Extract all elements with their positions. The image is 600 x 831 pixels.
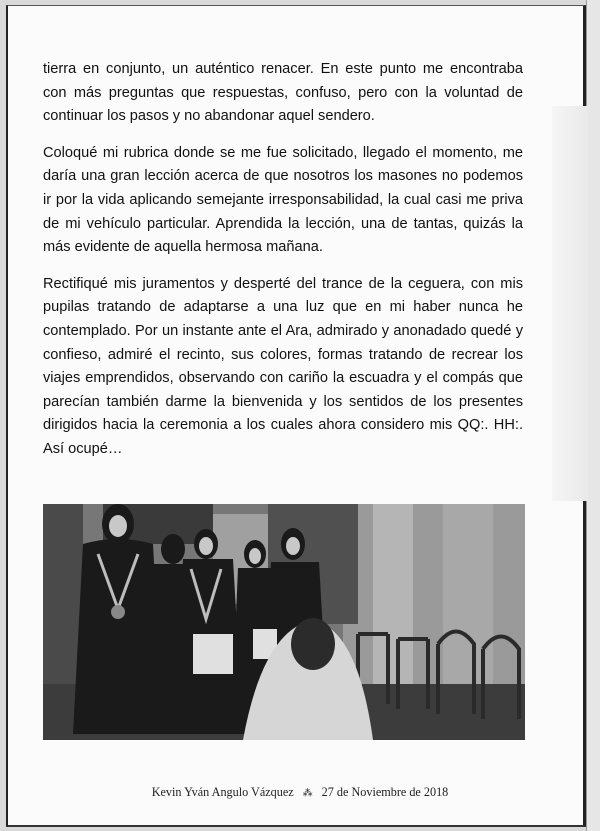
ceremony-photo xyxy=(43,504,525,740)
body-text xyxy=(43,58,523,475)
paragraph-2: Coloqué mi rubrica donde se me fue solicitado, llegado el momento, me daría una gran lección acerca de que nosotros los masones no podemos ir por la vida aplicando semejante irresponsabilidad, la cual casi me priva de mi vehículo particular. Aprendida la lección, una de tantas, quizás la más evidente de aquella hermosa mañana. xyxy=(43,144,523,256)
footer-date: 27 de Noviembre de 2018 xyxy=(321,785,449,799)
footer-separator-icon: ⁂ xyxy=(302,788,313,799)
footer-author: Kevin Yván Angulo Vázquez xyxy=(151,785,294,799)
paragraph-1: tierra en conjunto, un auténtico renacer. En este punto me encontraba con más preguntas que respuestas, confuso, pero con la voluntad de continuar los pasos y no abandonar aquel sendero. xyxy=(43,61,523,125)
page-edge-strip xyxy=(586,0,600,831)
page-footer xyxy=(0,785,600,800)
scan-shade xyxy=(552,106,588,501)
ceremony-photo-illustration xyxy=(43,504,525,740)
paragraph-3: Rectifiqué mis juramentos y desperté del trance de la ceguera, con mis pupilas tratando de adaptarse a una luz que en mi haber nunca he contemplado. Por un instante ante el Ara, admirado y anonadado quedé y confieso, admiré el recinto, sus colores, formas tratando de recrear los viajes emprendidos, observando con cariño la escuadra y el compás que parecían también darme la bienvenida y los sentidos de los presentes dirigidos hacia la ceremonia a los cuales ahora considero mis QQ:. HH:. Así ocupé… xyxy=(43,275,523,457)
